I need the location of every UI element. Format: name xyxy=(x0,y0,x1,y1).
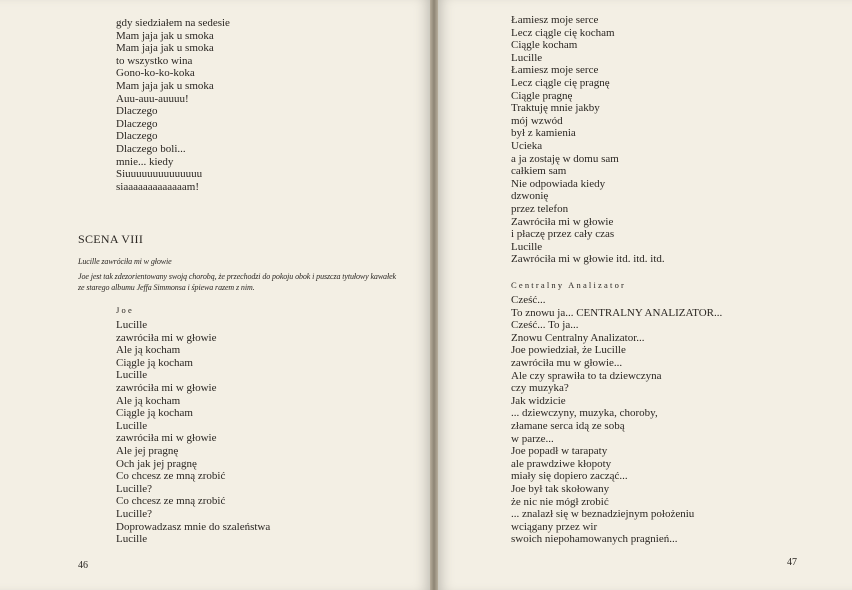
song-line: zawróciła mi w głowie xyxy=(116,381,217,394)
song-line: Co chcesz ze mną zrobić xyxy=(116,495,226,508)
analyzer-line: Cześć... To ja... xyxy=(511,319,579,332)
verse-line: mnie... kiedy xyxy=(116,155,174,168)
song-line: zawróciła mi w głowie xyxy=(116,331,217,344)
analyzer-line: Jak widzicie xyxy=(511,394,566,407)
speaker-central-analyzer: Centralny Analizator xyxy=(511,280,627,290)
analyzer-line: Ale czy sprawiła to ta dziewczyna xyxy=(511,369,662,382)
verse-line: Auu-auu-auuuu! xyxy=(116,92,189,105)
song-line: Ciągle ją kocham xyxy=(116,356,193,369)
analyzer-line: Cześć... xyxy=(511,294,546,306)
analyzer-line: Znowu Centralny Analizator... xyxy=(511,331,645,344)
verse-line: całkiem sam xyxy=(511,165,567,178)
song-line: Lucille xyxy=(116,369,148,382)
song-line: Ale ją kocham xyxy=(116,344,181,357)
analyzer-line: Joe popadł w tarapaty xyxy=(511,445,608,458)
analyzer-line: ... dziewczyny, muzyka, choroby, xyxy=(511,407,658,420)
verse-line: Dlaczego xyxy=(116,130,158,143)
verse-line: Ciągle pragnę xyxy=(511,89,573,102)
verse-line: Lecz ciągle cię kocham xyxy=(511,26,615,39)
analyzer-lines xyxy=(511,294,722,546)
verse-line: Ucieka xyxy=(511,139,543,152)
verse-line: przez telefon xyxy=(511,202,569,215)
song-line: zawróciła mi w głowie xyxy=(116,432,217,445)
verse-line: był z kamienia xyxy=(511,127,576,140)
verse-line: Mam jaja jak u smoka xyxy=(116,79,214,92)
verse-line: Łamiesz moje serce xyxy=(511,14,599,26)
speaker-joe: Joe xyxy=(116,305,134,315)
verse-line: Mam jaja jak u smoka xyxy=(116,42,214,55)
analyzer-line: że nic nie mógł zrobić xyxy=(511,495,609,508)
analyzer-line: ale prawdziwe kłopoty xyxy=(511,457,612,470)
verse-line: Dlaczego xyxy=(116,105,158,118)
song-line: Lucille xyxy=(116,419,148,432)
verse-line: siaaaaaaaaaaaaam! xyxy=(116,180,200,193)
analyzer-line: w parze... xyxy=(511,432,554,445)
analyzer-line: miały się dopiero zacząć... xyxy=(511,470,628,483)
verse-line: Dlaczego xyxy=(116,117,158,130)
song-line: Doprowadzasz mnie do szaleństwa xyxy=(116,520,271,533)
stage-direction-2: ze starego albumu Jeffa Simmonsa i śpiewa razem z nim. xyxy=(78,283,255,292)
song-line: Lucille? xyxy=(116,507,153,520)
analyzer-line: Joe był tak skołowany xyxy=(511,482,610,495)
right-page xyxy=(438,0,852,590)
verse-line: Traktuję mnie jakby xyxy=(511,102,600,115)
verse-line: gdy siedziałem na sedesie xyxy=(116,17,230,29)
verse-line: mój wzwód xyxy=(511,114,563,127)
analyzer-line: złamane serca idą ze sobą xyxy=(511,419,625,432)
verse-line: Lucille xyxy=(511,240,543,253)
scene-title: SCENA VIII xyxy=(78,232,144,246)
page-number-right: 47 xyxy=(787,557,797,568)
song-line: Co chcesz ze mną zrobić xyxy=(116,470,226,483)
song-line: Ale jej pragnę xyxy=(116,444,179,457)
book-gutter xyxy=(430,0,438,590)
page-number-left: 46 xyxy=(78,560,88,571)
analyzer-line: zawróciła mu w głowie... xyxy=(511,356,623,369)
stage-title: Lucille zawróciła mi w głowie xyxy=(78,257,172,266)
analyzer-line: wciągany przez wir xyxy=(511,520,598,533)
verse-line: a ja zostaję w domu sam xyxy=(511,152,619,165)
song-line: Ale ją kocham xyxy=(116,394,181,407)
verse-line: Zawróciła mi w głowie xyxy=(511,215,614,228)
song-line: Och jak jej pragnę xyxy=(116,457,197,470)
song-line: Lucille xyxy=(116,319,148,331)
verse-line: Lucille xyxy=(511,51,543,64)
verse-line: Ciągle kocham xyxy=(511,39,578,52)
analyzer-line: Joe powiedział, że Lucille xyxy=(511,344,626,357)
song-line: Lucille xyxy=(116,533,148,546)
verse-line: i płaczę przez cały czas xyxy=(511,228,615,241)
verse-line: dzwonię xyxy=(511,190,549,203)
stage-direction-1: Joe jest tak zdezorientowany swoją chorobą, że przechodzi do pokoju obok i puszcza tytułowy kawałek xyxy=(78,272,396,281)
left-top-verse xyxy=(116,17,230,193)
verse-line: Mam jaja jak u smoka xyxy=(116,29,214,42)
verse-line: Łamiesz moje serce xyxy=(511,64,599,77)
verse-line: Lecz ciągle cię pragnę xyxy=(511,76,610,89)
analyzer-line: To znowu ja... CENTRALNY ANALIZATOR... xyxy=(511,306,723,319)
joe-song-lines xyxy=(116,319,270,546)
analyzer-line: swoich niepohamowanych pragnień... xyxy=(511,533,678,546)
analyzer-line: ... znalazł się w beznadziejnym położeniu xyxy=(511,508,695,521)
verse-line: to wszystko wina xyxy=(116,54,193,67)
song-line: Ciągle ją kocham xyxy=(116,407,193,420)
right-top-verse xyxy=(511,14,665,266)
verse-line: Nie odpowiada kiedy xyxy=(511,177,606,190)
analyzer-line: czy muzyka? xyxy=(511,382,569,395)
verse-line: Dlaczego boli... xyxy=(116,142,186,155)
verse-line: Siuuuuuuuuuuuuuu xyxy=(116,168,203,181)
verse-line: Zawróciła mi w głowie itd. itd. itd. xyxy=(511,253,665,266)
song-line: Lucille? xyxy=(116,482,153,495)
verse-line: Gono-ko-ko-koka xyxy=(116,67,195,80)
